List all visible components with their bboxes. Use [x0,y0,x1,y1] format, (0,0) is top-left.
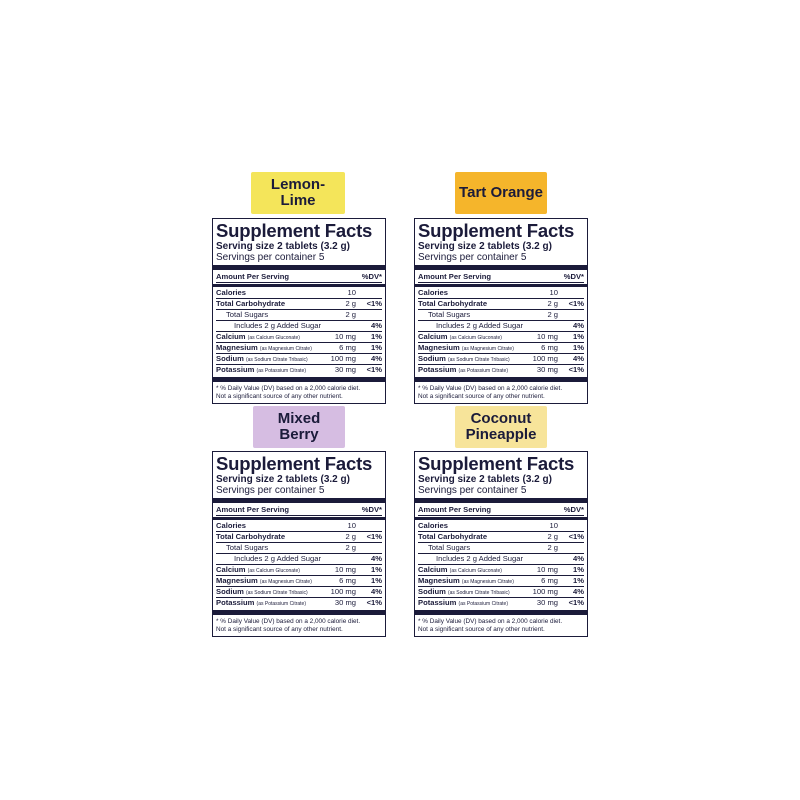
nutrient-source: (as Sodium Citrate Tribasic) [245,589,308,596]
nutrient-row [418,310,584,321]
nutrient-row [216,288,382,299]
nutrient-name: Sodium [418,353,446,363]
nutrient-name: Calories [418,287,448,297]
nutrient-name-cell [216,532,322,542]
nutrient-amount: 10 [549,520,558,530]
nutrient-name-cell [216,354,322,364]
nutrient-name: Potassium [418,597,457,607]
nutrient-name: Sodium [216,586,244,596]
nutrient-amount: 10 mg [536,564,558,574]
nutrient-row [418,554,584,565]
nutrient-dv: 1% [371,564,382,574]
nutrient-name: Magnesium [216,342,258,352]
nutrient-row [216,321,382,332]
nutrient-amount: 6 mg [541,342,558,352]
servings-per-container: Servings per container 5 [418,485,527,496]
nutrient-row [418,354,584,365]
footnote-other: Not a significant source of any other nutrient. [418,625,545,633]
nutrient-dv: <1% [366,597,382,607]
thick-divider [213,377,385,382]
nutrient-row [216,310,382,321]
nutrient-name: Total Carbohydrate [216,298,286,308]
nutrient-amount: 100 mg [330,586,356,596]
nutrient-name: Total Sugars [428,542,471,552]
nutrient-source: (as Calcium Gluconate) [247,567,300,574]
supplement-facts-panel-mixed-berry [212,451,386,637]
nutrient-row [216,587,382,598]
nutrient-amount: 2 g [345,298,356,308]
nutrient-row [418,332,584,343]
nutrient-source: (as Magnesium Citrate) [259,578,312,585]
nutrient-name-cell [216,332,322,342]
nutrient-source: (as Potassium Citrate) [458,367,508,374]
footnote-dv: * % Daily Value (DV) based on a 2,000 calorie diet. [216,384,361,392]
nutrient-name-cell [418,543,524,553]
supplement-facts-panel-lemon-lime [212,218,386,404]
nutrient-source: (as Calcium Gluconate) [247,334,300,341]
nutrient-name: Sodium [216,353,244,363]
nutrient-name-cell [418,565,524,575]
nutrient-name: Includes 2 g Added Sugar [234,320,321,330]
nutrient-amount: 10 mg [536,331,558,341]
nutrient-row [216,521,382,532]
panel-title: Supplement Facts [418,453,575,474]
nutrient-rows [418,288,584,375]
nutrient-row [418,576,584,587]
nutrient-amount: 2 g [547,309,558,319]
thick-divider [213,265,385,270]
nutrient-rows [216,288,382,375]
nutrient-amount: 10 mg [334,564,356,574]
nutrient-rows [418,521,584,608]
thick-divider [415,265,587,270]
nutrient-name-cell [418,321,524,331]
nutrient-name: Calcium [216,331,246,341]
panel-title: Supplement Facts [418,220,575,241]
servings-per-container: Servings per container 5 [216,485,325,496]
nutrient-amount: 30 mg [536,364,558,374]
nutrient-amount: 2 g [345,309,356,319]
nutrient-amount: 100 mg [532,586,558,596]
thick-divider [415,610,587,615]
nutrient-name-cell [216,587,322,597]
nutrient-row [216,532,382,543]
nutrient-amount: 2 g [547,531,558,541]
nutrient-name-cell [418,532,524,542]
serving-size: Serving size 2 tablets (3.2 g) [216,241,350,252]
nutrient-source: (as Sodium Citrate Tribasic) [447,356,510,363]
nutrient-dv: 4% [573,586,584,596]
footnote-dv: * % Daily Value (DV) based on a 2,000 calorie diet. [418,617,563,625]
nutrient-source: (as Magnesium Citrate) [461,578,514,585]
nutrient-name-cell [418,332,524,342]
header-amount-per-serving: Amount Per Serving [216,272,289,281]
flavor-badge-tart-orange: Tart Orange [455,172,547,214]
nutrient-amount: 30 mg [334,597,356,607]
supplement-facts-panel-coconut-pineapple [414,451,588,637]
nutrient-dv [558,543,584,553]
nutrient-source: (as Calcium Gluconate) [449,334,502,341]
nutrient-amount: 10 mg [334,331,356,341]
nutrient-name-cell [418,598,524,608]
thick-divider [213,610,385,615]
nutrient-row [216,598,382,608]
nutrient-name-cell [216,321,322,331]
nutrient-row [418,343,584,354]
nutrient-dv [558,310,584,320]
nutrient-row [216,543,382,554]
nutrient-source: (as Calcium Gluconate) [449,567,502,574]
header-amount-per-serving: Amount Per Serving [216,505,289,514]
nutrient-dv: 4% [573,553,584,563]
serving-size: Serving size 2 tablets (3.2 g) [418,474,552,485]
nutrient-dv: <1% [568,531,584,541]
nutrient-amount: 2 g [547,298,558,308]
thick-divider [213,498,385,503]
header-dv: %DV* [361,505,382,514]
mid-divider [213,284,385,287]
nutrient-row [418,521,584,532]
nutrient-name-cell [418,310,524,320]
nutrient-row [418,532,584,543]
nutrient-name: Includes 2 g Added Sugar [436,320,523,330]
nutrient-rows [216,521,382,608]
nutrient-name-cell [216,343,322,353]
mid-divider [415,517,587,520]
nutrient-row [418,299,584,310]
nutrient-dv: 1% [573,331,584,341]
flavor-badge-lemon-lime: Lemon- Lime [251,172,345,214]
nutrient-row [216,565,382,576]
nutrient-name: Calories [418,520,448,530]
nutrient-name: Calories [216,520,246,530]
header-dv: %DV* [563,272,584,281]
nutrient-source: (as Potassium Citrate) [458,600,508,607]
nutrient-amount [322,554,356,564]
mid-divider [213,517,385,520]
nutrient-dv: 1% [573,564,584,574]
nutrient-source: (as Magnesium Citrate) [461,345,514,352]
nutrient-dv: <1% [366,531,382,541]
nutrient-name-cell [418,521,524,531]
nutrient-amount: 2 g [345,542,356,552]
nutrient-amount [524,321,558,331]
header-row [216,505,382,516]
nutrient-dv [558,288,584,298]
nutrient-row [418,365,584,375]
nutrient-dv [356,543,382,553]
nutrient-dv: 4% [573,353,584,363]
nutrient-row [216,554,382,565]
flavor-badge-mixed-berry: Mixed Berry [253,406,345,448]
flavor-badge-coconut-pineapple: Coconut Pineapple [455,406,547,448]
nutrient-name: Calcium [418,564,448,574]
serving-size: Serving size 2 tablets (3.2 g) [216,474,350,485]
nutrient-amount: 30 mg [536,597,558,607]
nutrient-source: (as Sodium Citrate Tribasic) [447,589,510,596]
nutrient-dv: 4% [371,553,382,563]
nutrient-name: Potassium [216,364,255,374]
nutrient-row [216,576,382,587]
nutrient-amount: 10 [549,287,558,297]
nutrient-row [418,598,584,608]
nutrient-amount: 2 g [345,531,356,541]
nutrient-name: Potassium [216,597,255,607]
supplement-facts-panel-tart-orange [414,218,588,404]
nutrient-name-cell [216,598,322,608]
nutrient-name: Includes 2 g Added Sugar [436,553,523,563]
nutrient-source: (as Sodium Citrate Tribasic) [245,356,308,363]
nutrient-name: Calcium [216,564,246,574]
header-row [418,272,584,283]
nutrient-row [216,343,382,354]
nutrient-dv [356,288,382,298]
header-amount-per-serving: Amount Per Serving [418,272,491,281]
nutrient-row [216,332,382,343]
nutrient-row [418,587,584,598]
nutrient-dv [356,310,382,320]
footnote-other: Not a significant source of any other nutrient. [216,392,343,400]
nutrient-amount: 6 mg [339,575,356,585]
nutrient-dv [558,521,584,531]
nutrient-dv [356,521,382,531]
nutrient-amount: 30 mg [334,364,356,374]
nutrient-dv: 1% [371,575,382,585]
nutrient-row [216,299,382,310]
nutrient-name: Total Sugars [226,309,269,319]
nutrient-name: Total Carbohydrate [216,531,286,541]
nutrient-name-cell [216,554,322,564]
nutrient-name: Calories [216,287,246,297]
nutrient-name: Total Carbohydrate [418,531,488,541]
footnote-dv: * % Daily Value (DV) based on a 2,000 calorie diet. [418,384,563,392]
nutrient-name: Sodium [418,586,446,596]
nutrient-name-cell [216,299,322,309]
panel-title: Supplement Facts [216,220,373,241]
nutrient-dv: 4% [573,320,584,330]
nutrient-amount: 10 [347,287,356,297]
nutrient-name: Includes 2 g Added Sugar [234,553,321,563]
nutrient-name-cell [418,576,524,586]
nutrient-name-cell [216,365,322,375]
nutrient-row [418,321,584,332]
nutrient-name: Magnesium [418,342,460,352]
nutrient-row [418,565,584,576]
nutrient-name-cell [216,565,322,575]
nutrient-dv: 4% [371,586,382,596]
panel-title: Supplement Facts [216,453,373,474]
header-dv: %DV* [361,272,382,281]
nutrient-dv: 4% [371,320,382,330]
nutrient-dv: <1% [366,298,382,308]
nutrient-name-cell [216,521,322,531]
nutrient-row [418,543,584,554]
nutrient-name: Potassium [418,364,457,374]
nutrient-dv: <1% [366,364,382,374]
header-dv: %DV* [563,505,584,514]
nutrient-source: (as Magnesium Citrate) [259,345,312,352]
nutrient-dv: 1% [573,575,584,585]
footnote-other: Not a significant source of any other nutrient. [418,392,545,400]
nutrient-name: Calcium [418,331,448,341]
nutrient-name-cell [216,288,322,298]
nutrient-name: Total Sugars [226,542,269,552]
nutrient-name-cell [216,576,322,586]
nutrient-name: Total Carbohydrate [418,298,488,308]
header-amount-per-serving: Amount Per Serving [418,505,491,514]
nutrient-amount [524,554,558,564]
nutrient-dv: <1% [568,364,584,374]
serving-size: Serving size 2 tablets (3.2 g) [418,241,552,252]
thick-divider [415,498,587,503]
nutrient-name-cell [418,365,524,375]
nutrient-source: (as Potassium Citrate) [256,600,306,607]
nutrient-name-cell [216,543,322,553]
nutrient-row [216,354,382,365]
nutrient-row [216,365,382,375]
footnote-other: Not a significant source of any other nutrient. [216,625,343,633]
nutrient-amount: 100 mg [532,353,558,363]
footnote-dv: * % Daily Value (DV) based on a 2,000 calorie diet. [216,617,361,625]
nutrient-name-cell [418,554,524,564]
nutrient-dv: <1% [568,597,584,607]
nutrient-dv: 1% [371,342,382,352]
nutrient-name: Magnesium [216,575,258,585]
nutrient-dv: <1% [568,298,584,308]
nutrient-name: Magnesium [418,575,460,585]
nutrient-source: (as Potassium Citrate) [256,367,306,374]
nutrient-name-cell [418,288,524,298]
nutrient-row [418,288,584,299]
nutrient-dv: 1% [573,342,584,352]
nutrient-amount: 6 mg [339,342,356,352]
servings-per-container: Servings per container 5 [216,252,325,263]
nutrient-amount: 100 mg [330,353,356,363]
nutrient-name-cell [418,587,524,597]
servings-per-container: Servings per container 5 [418,252,527,263]
header-row [418,505,584,516]
nutrient-amount [322,321,356,331]
nutrient-name-cell [418,343,524,353]
mid-divider [415,284,587,287]
nutrient-amount: 10 [347,520,356,530]
nutrient-name-cell [216,310,322,320]
nutrient-dv: 4% [371,353,382,363]
nutrient-amount: 2 g [547,542,558,552]
nutrient-amount: 6 mg [541,575,558,585]
nutrient-name-cell [418,354,524,364]
nutrient-name: Total Sugars [428,309,471,319]
header-row [216,272,382,283]
nutrient-dv: 1% [371,331,382,341]
thick-divider [415,377,587,382]
nutrient-name-cell [418,299,524,309]
